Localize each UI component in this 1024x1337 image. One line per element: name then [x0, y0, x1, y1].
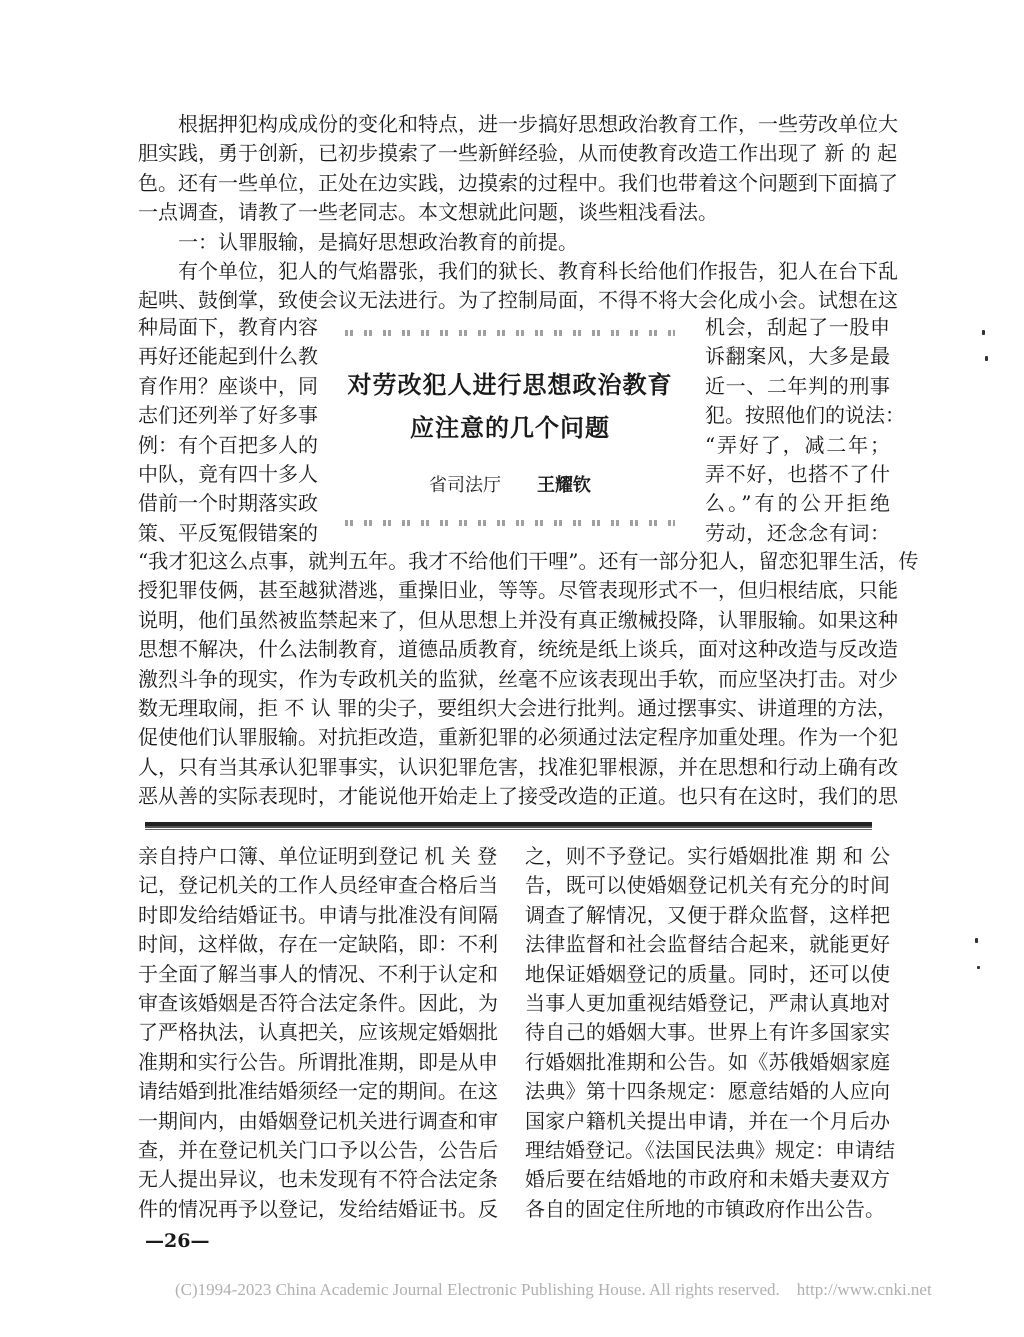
text-line: 近一、二年判的刑事	[705, 373, 890, 398]
text-line: 调查了解情况，又便于群众监督，这样把	[525, 902, 890, 927]
text-line: 色。还有一些单位，正处在边实践，边摸索的过程中。我们也带着这个问题到下面搞了	[138, 170, 898, 195]
text-line: 无人提出异议，也未发现有不符合法定条	[138, 1167, 498, 1192]
text-line: 促使他们认罪服输。对抗拒改造，重新犯罪的必须通过法定程序加重处理。作为一个犯	[138, 725, 898, 750]
text-line: 时即发给结婚证书。申请与批准没有间隔	[138, 902, 498, 927]
text-line: 理结婚登记。《法国民法典》规定：申请结	[525, 1137, 895, 1162]
text-line: 于全面了解当事人的情况、不利于认定和	[138, 961, 498, 986]
decorative-border-top	[345, 330, 675, 336]
byline	[335, 471, 685, 497]
body-text-middle	[138, 547, 919, 812]
text-line: 一：认罪服输，是搞好思想政治教育的前提。	[178, 229, 578, 254]
article-title-box	[335, 318, 685, 533]
text-line: 一点调查，请教了一些老同志。本文想就此问题，谈些粗浅看法。	[138, 200, 718, 225]
text-line: 育作用？座谈中，同	[138, 373, 318, 398]
text-line: 激烈斗争的现实，作为专政机关的监狱，丝毫不应该表现出手软，而应坚决打击。对少	[138, 666, 898, 691]
text-line: 授犯罪伎俩，甚至越狱潜逃，重操旧业，等等。尽管表现形式不一，但归根结底，只能	[138, 578, 898, 603]
text-line: 例：有个百把多人的	[138, 432, 318, 457]
text-line: 查，并在登记机关门口予以公告，公告后	[138, 1137, 498, 1162]
body-text-wrap-left	[138, 313, 318, 548]
article-title: 对劳改犯人进行思想政治教育	[347, 371, 673, 399]
text-line: 种局面下，教育内容	[138, 315, 318, 339]
text-line: 时间，这样做，存在一定缺陷，即：不利	[138, 932, 498, 957]
author-name: 王耀钦	[537, 475, 591, 496]
text-line: 有个单位，犯人的气焰嚣张，我们的狱长、教育科长给他们作报告，犯人在台下乱	[178, 258, 898, 283]
text-line: “弄好了，减二年；	[705, 432, 890, 457]
scan-speck	[975, 938, 978, 943]
decorative-border-bottom	[345, 520, 675, 526]
article-subtitle: 应注意的几个问题	[410, 414, 610, 442]
text-line: 恶从善的实际表现时，才能说他开始走上了接受改造的正道。也只有在这时，我们的思	[138, 784, 898, 809]
section-divider-thin	[145, 829, 872, 830]
text-line: 诉翻案风，大多是最	[705, 344, 890, 369]
text-line: 待自己的婚姻大事。世界上有许多国家实	[525, 1020, 890, 1045]
column-left-text	[138, 842, 498, 1224]
text-line: 机会，刮起了一股申	[705, 315, 890, 339]
text-line: 法典》第十四条规定：愿意结婚的人应向	[525, 1079, 890, 1104]
text-line: 各自的固定住所地的市镇政府作出公告。	[525, 1196, 885, 1221]
text-line: 了严格执法，认真把关，应该规定婚姻批	[138, 1020, 498, 1045]
text-line: 记，登记机关的工作人员经审查合格后当	[138, 873, 498, 898]
text-line: 志们还列举了好多事	[138, 403, 318, 428]
scan-speck	[982, 330, 985, 335]
scan-speck	[985, 356, 988, 361]
text-line: 弄不好，也搭不了什	[705, 461, 890, 486]
text-line: 准期和实行公告。所谓批准期，即是从申	[138, 1049, 498, 1074]
text-line: 策、平反冤假错案的	[138, 520, 318, 545]
text-line: 思想不解决，什么法制教育，道德品质教育，统统是纸上谈兵，面对这种改造与反改造	[138, 637, 898, 662]
text-line: 告，既可以使婚姻登记机关有充分的时间	[525, 873, 890, 898]
text-line: 亲自持户口簿、单位证明到登记 机 关 登	[138, 844, 498, 868]
text-line: “我才犯这么点事，就判五年。我才不给他们干哩”。还有一部分犯人，留恋犯罪生活，传	[138, 549, 919, 573]
text-line: 胆实践，勇于创新，已初步摸索了一些新鲜经验，从而使教育改造工作出现了 新 的 起	[138, 141, 898, 166]
body-text-intro	[138, 110, 898, 316]
text-line: 根据押犯构成成份的变化和特点，进一步搞好思想政治教育工作，一些劳改单位大	[178, 112, 898, 136]
column-right-text	[525, 842, 895, 1224]
body-text-wrap-right	[705, 313, 905, 548]
text-line: 中队，竟有四十多人	[138, 461, 318, 486]
text-line: 劳动，还念念有词：	[705, 520, 890, 545]
text-line: 请结婚到批准结婚须经一定的期间。在这	[138, 1079, 498, 1104]
text-line: 件的情况再予以登记，发给结婚证书。反	[138, 1196, 498, 1221]
text-line: 一期间内，由婚姻登记机关进行调查和审	[138, 1108, 498, 1133]
text-line: 地保证婚姻登记的质量。同时，还可以使	[525, 961, 890, 986]
copyright-footer: (C)1994-2023 China Academic Journal Electronic Publishing House. All rights reserved. http://www.cnki.net	[175, 1280, 932, 1299]
text-line: 当事人更加重视结婚登记，严肃认真地对	[525, 990, 890, 1015]
text-line: 说明，他们虽然被监禁起来了，但从思想上并没有真正缴械投降，认罪服输。如果这种	[138, 607, 898, 632]
text-line: 再好还能起到什么教	[138, 344, 318, 369]
text-line: 么。”有的公开拒绝	[705, 491, 890, 516]
author-organization: 省司法厅	[429, 475, 501, 496]
text-line: 婚后要在结婚地的市政府和未婚夫妻双方	[525, 1167, 890, 1192]
text-line: 审查该婚姻是否符合法定条件。因此，为	[138, 990, 498, 1015]
text-line: 起哄、鼓倒掌，致使会议无法进行。为了控制局面，不得不将大会化成小会。试想在这	[138, 288, 898, 313]
text-line: 数无理取闹，拒 不 认 罪的尖子，要组织大会进行批判。通过摆事实、讲道理的方法，	[138, 695, 898, 720]
text-line: 法律监督和社会监督结合起来，就能更好	[525, 932, 890, 957]
text-line: 犯。按照他们的说法：	[705, 403, 905, 428]
text-line: 人，只有当其承认犯罪事实，认识犯罪危害，找准犯罪根源，并在思想和行动上确有改	[138, 754, 898, 779]
text-line: 之，则不予登记。实行婚姻批准 期 和 公	[525, 844, 890, 868]
text-line: 借前一个时期落实政	[138, 491, 318, 516]
section-divider	[145, 822, 872, 828]
text-line: 行婚姻批准期和公告。如《苏俄婚姻家庭	[525, 1049, 890, 1074]
text-line: 国家户籍机关提出申请，并在一个月后办	[525, 1108, 890, 1133]
page-number: —26—	[145, 1230, 210, 1252]
scan-speck	[977, 966, 980, 969]
